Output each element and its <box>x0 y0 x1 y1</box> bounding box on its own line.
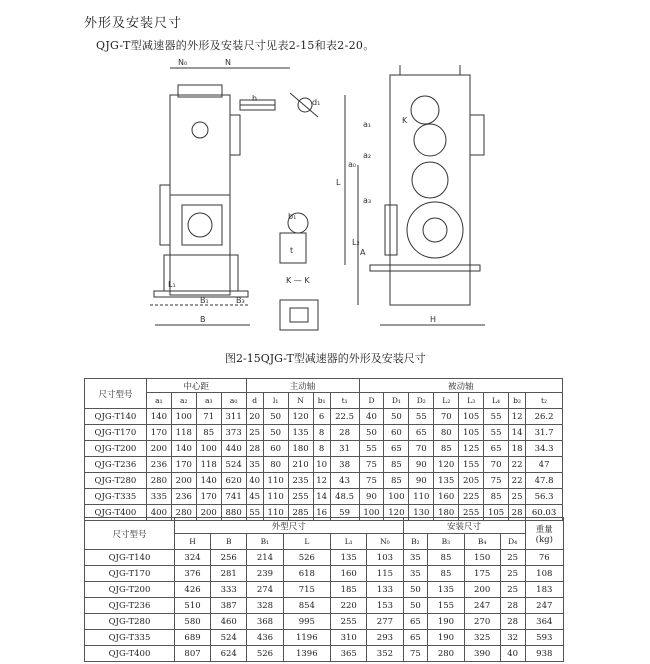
value-cell: 247 <box>464 598 500 614</box>
value-cell: 220 <box>331 598 367 614</box>
column-header: D₁ <box>384 393 409 409</box>
value-cell: 18 <box>509 441 526 457</box>
value-cell: 1196 <box>283 630 331 646</box>
weight-unit: (kg) <box>535 534 553 545</box>
value-cell: 50 <box>384 409 409 425</box>
column-header: B₄ <box>464 534 500 550</box>
group-header-output-shaft: 被动轴 <box>359 379 563 393</box>
table-row <box>85 489 563 505</box>
model-cell: QJG-T170 <box>85 566 175 582</box>
column-header: B₁ <box>247 534 283 550</box>
column-header: t₁ <box>330 393 359 409</box>
value-cell: 274 <box>247 582 283 598</box>
value-cell: 14 <box>509 425 526 441</box>
value-cell: 135 <box>288 425 313 441</box>
model-cell: QJG-T140 <box>85 550 175 566</box>
value-cell: 200 <box>171 473 196 489</box>
column-header: N <box>288 393 313 409</box>
value-cell: 280 <box>428 646 464 662</box>
value-cell: 31 <box>330 441 359 457</box>
value-cell: 45 <box>246 489 263 505</box>
value-cell: 352 <box>367 646 403 662</box>
value-cell: 524 <box>221 457 246 473</box>
value-cell: 118 <box>196 457 221 473</box>
table-row <box>85 630 564 646</box>
value-cell: 28 <box>246 441 263 457</box>
value-cell: 400 <box>146 505 171 521</box>
label-a: A <box>360 248 366 257</box>
value-cell: 100 <box>171 409 196 425</box>
value-cell: 170 <box>171 457 196 473</box>
value-cell: 47 <box>526 457 563 473</box>
column-header: L₂ <box>434 393 459 409</box>
column-header: H <box>174 534 210 550</box>
label-n: N <box>225 58 231 67</box>
value-cell: 110 <box>263 489 288 505</box>
value-cell: 255 <box>288 489 313 505</box>
value-cell: 35 <box>403 566 428 582</box>
label-n0: N₀ <box>178 58 188 67</box>
value-cell: 325 <box>464 630 500 646</box>
group-header-input-shaft: 主动轴 <box>246 379 359 393</box>
value-cell: 28 <box>330 425 359 441</box>
value-cell: 580 <box>174 614 210 630</box>
corner-header: 尺寸型号 <box>85 379 147 409</box>
value-cell: 376 <box>174 566 210 582</box>
value-cell: 50 <box>359 425 384 441</box>
value-cell: 105 <box>459 425 484 441</box>
value-cell: 120 <box>288 409 313 425</box>
value-cell: 120 <box>384 505 409 521</box>
value-cell: 524 <box>211 630 247 646</box>
table-row <box>85 566 564 582</box>
value-cell: 40 <box>246 473 263 489</box>
group-header-mounting: 安装尺寸 <box>403 518 525 534</box>
group-header-center-distance: 中心距 <box>146 379 246 393</box>
value-cell: 118 <box>171 425 196 441</box>
value-cell: 285 <box>288 505 313 521</box>
value-cell: 34.3 <box>526 441 563 457</box>
label-t: t <box>290 246 294 255</box>
value-cell: 75 <box>403 646 428 662</box>
value-cell: 70 <box>484 457 509 473</box>
model-cell: QJG-T140 <box>85 409 147 425</box>
column-header: L <box>283 534 331 550</box>
value-cell: 160 <box>434 489 459 505</box>
table-row <box>85 582 564 598</box>
value-cell: 22.5 <box>330 409 359 425</box>
value-cell: 210 <box>288 457 313 473</box>
table-row <box>85 425 563 441</box>
value-cell: 364 <box>525 614 563 630</box>
value-cell: 22 <box>509 473 526 489</box>
value-cell: 110 <box>263 505 288 521</box>
column-header: B₃ <box>428 534 464 550</box>
model-cell: QJG-T400 <box>85 646 175 662</box>
value-cell: 133 <box>367 582 403 598</box>
value-cell: 125 <box>459 441 484 457</box>
value-cell: 335 <box>146 489 171 505</box>
value-cell: 10 <box>313 457 330 473</box>
value-cell: 56.3 <box>526 489 563 505</box>
column-header: a₁ <box>146 393 171 409</box>
value-cell: 25 <box>509 489 526 505</box>
table-row <box>85 614 564 630</box>
table-row <box>85 441 563 457</box>
value-cell: 65 <box>403 614 428 630</box>
value-cell: 281 <box>211 566 247 582</box>
value-cell: 995 <box>283 614 331 630</box>
value-cell: 368 <box>247 614 283 630</box>
value-cell: 140 <box>196 473 221 489</box>
label-l: L <box>336 178 341 187</box>
value-cell: 35 <box>403 550 428 566</box>
model-cell: QJG-T335 <box>85 630 175 646</box>
value-cell: 110 <box>263 473 288 489</box>
value-cell: 460 <box>211 614 247 630</box>
column-header: B <box>211 534 247 550</box>
value-cell: 25 <box>500 550 525 566</box>
value-cell: 880 <box>221 505 246 521</box>
value-cell: 100 <box>359 505 384 521</box>
value-cell: 55 <box>484 409 509 425</box>
value-cell: 214 <box>247 550 283 566</box>
model-cell: QJG-T280 <box>85 614 175 630</box>
value-cell: 235 <box>288 473 313 489</box>
value-cell: 85 <box>384 473 409 489</box>
value-cell: 183 <box>525 582 563 598</box>
value-cell: 14 <box>313 489 330 505</box>
column-header: a₃ <box>196 393 221 409</box>
value-cell: 85 <box>434 441 459 457</box>
value-cell: 741 <box>221 489 246 505</box>
value-cell: 28 <box>509 505 526 521</box>
value-cell: 40 <box>500 646 525 662</box>
value-cell: 50 <box>263 409 288 425</box>
group-header-weight <box>525 518 563 550</box>
value-cell: 440 <box>221 441 246 457</box>
value-cell: 200 <box>196 505 221 521</box>
value-cell: 310 <box>331 630 367 646</box>
value-cell: 80 <box>263 457 288 473</box>
weight-label: 重量 <box>535 524 553 535</box>
value-cell: 25 <box>246 425 263 441</box>
column-header: b₂ <box>509 393 526 409</box>
table-row <box>85 457 563 473</box>
value-cell: 85 <box>484 489 509 505</box>
value-cell: 43 <box>330 473 359 489</box>
value-cell: 236 <box>146 457 171 473</box>
model-cell: QJG-T236 <box>85 598 175 614</box>
table-row <box>85 409 563 425</box>
value-cell: 25 <box>500 566 525 582</box>
column-header: t₂ <box>526 393 563 409</box>
value-cell: 16 <box>313 505 330 521</box>
value-cell: 170 <box>196 489 221 505</box>
value-cell: 225 <box>459 489 484 505</box>
column-header: D₄ <box>500 534 525 550</box>
value-cell: 255 <box>331 614 367 630</box>
column-header: L₄ <box>484 393 509 409</box>
column-header: b₁ <box>313 393 330 409</box>
value-cell: 103 <box>367 550 403 566</box>
value-cell: 200 <box>464 582 500 598</box>
column-header: D <box>359 393 384 409</box>
value-cell: 200 <box>146 441 171 457</box>
value-cell: 239 <box>247 566 283 582</box>
value-cell: 436 <box>247 630 283 646</box>
value-cell: 100 <box>196 441 221 457</box>
table-row <box>85 550 564 566</box>
model-cell: QJG-T200 <box>85 441 147 457</box>
model-cell: QJG-T335 <box>85 489 147 505</box>
value-cell: 108 <box>525 566 563 582</box>
value-cell: 180 <box>434 505 459 521</box>
value-cell: 105 <box>459 409 484 425</box>
value-cell: 620 <box>221 473 246 489</box>
value-cell: 256 <box>211 550 247 566</box>
value-cell: 526 <box>247 646 283 662</box>
label-k: K <box>402 116 408 125</box>
value-cell: 12 <box>509 409 526 425</box>
value-cell: 153 <box>367 598 403 614</box>
value-cell: 85 <box>196 425 221 441</box>
label-l1: L₁ <box>168 280 176 289</box>
model-cell: QJG-T236 <box>85 457 147 473</box>
value-cell: 135 <box>428 582 464 598</box>
label-b1-shaft: b₁ <box>288 212 297 221</box>
value-cell: 510 <box>174 598 210 614</box>
column-header: D₂ <box>409 393 434 409</box>
value-cell: 38 <box>330 457 359 473</box>
value-cell: 135 <box>331 550 367 566</box>
value-cell: 255 <box>459 505 484 521</box>
figure-caption: 图2-15QJG-T型减速器的外形及安装尺寸 <box>225 352 426 365</box>
value-cell: 75 <box>359 473 384 489</box>
value-cell: 938 <box>525 646 563 662</box>
label-h-width: H <box>430 315 437 324</box>
value-cell: 593 <box>525 630 563 646</box>
value-cell: 180 <box>288 441 313 457</box>
column-header: L₁ <box>331 534 367 550</box>
value-cell: 526 <box>283 550 331 566</box>
value-cell: 55 <box>246 505 263 521</box>
column-header: B₂ <box>403 534 428 550</box>
value-cell: 65 <box>384 441 409 457</box>
value-cell: 85 <box>428 550 464 566</box>
value-cell: 277 <box>367 614 403 630</box>
value-cell: 100 <box>384 489 409 505</box>
value-cell: 365 <box>331 646 367 662</box>
value-cell: 390 <box>464 646 500 662</box>
column-header: L₃ <box>459 393 484 409</box>
value-cell: 190 <box>428 630 464 646</box>
column-header: d <box>246 393 263 409</box>
value-cell: 50 <box>403 582 428 598</box>
model-cell: QJG-T400 <box>85 505 147 521</box>
value-cell: 8 <box>313 425 330 441</box>
table-row <box>85 646 564 662</box>
value-cell: 170 <box>146 425 171 441</box>
value-cell: 55 <box>484 425 509 441</box>
column-header: a₂ <box>171 393 196 409</box>
value-cell: 1396 <box>283 646 331 662</box>
value-cell: 47.8 <box>526 473 563 489</box>
value-cell: 90 <box>359 489 384 505</box>
value-cell: 205 <box>459 473 484 489</box>
column-header: a₀ <box>221 393 246 409</box>
value-cell: 35 <box>246 457 263 473</box>
value-cell: 80 <box>434 425 459 441</box>
value-cell: 140 <box>146 409 171 425</box>
value-cell: 280 <box>146 473 171 489</box>
value-cell: 75 <box>359 457 384 473</box>
value-cell: 270 <box>464 614 500 630</box>
outline-dimensions-table <box>84 517 564 662</box>
value-cell: 20 <box>246 409 263 425</box>
value-cell: 140 <box>171 441 196 457</box>
value-cell: 110 <box>409 489 434 505</box>
value-cell: 55 <box>359 441 384 457</box>
value-cell: 60.03 <box>526 505 563 521</box>
label-l2: L₂ <box>352 238 360 247</box>
value-cell: 55 <box>409 409 434 425</box>
value-cell: 160 <box>331 566 367 582</box>
value-cell: 155 <box>459 457 484 473</box>
value-cell: 135 <box>434 473 459 489</box>
reducer-drawing <box>140 55 510 345</box>
value-cell: 70 <box>409 441 434 457</box>
column-header: l₁ <box>263 393 288 409</box>
value-cell: 120 <box>434 457 459 473</box>
value-cell: 311 <box>221 409 246 425</box>
model-cell: QJG-T280 <box>85 473 147 489</box>
shaft-dimensions-table <box>84 378 563 521</box>
value-cell: 373 <box>221 425 246 441</box>
section-heading: 外形及安装尺寸 <box>84 16 183 31</box>
label-b3: B₃ <box>236 296 245 305</box>
value-cell: 715 <box>283 582 331 598</box>
value-cell: 624 <box>211 646 247 662</box>
value-cell: 65 <box>403 630 428 646</box>
value-cell: 26.2 <box>526 409 563 425</box>
value-cell: 60 <box>384 425 409 441</box>
value-cell: 65 <box>409 425 434 441</box>
value-cell: 387 <box>211 598 247 614</box>
value-cell: 333 <box>211 582 247 598</box>
value-cell: 328 <box>247 598 283 614</box>
value-cell: 190 <box>428 614 464 630</box>
value-cell: 247 <box>525 598 563 614</box>
value-cell: 807 <box>174 646 210 662</box>
value-cell: 293 <box>367 630 403 646</box>
label-a0: a₀ <box>348 160 357 169</box>
value-cell: 50 <box>263 425 288 441</box>
label-kk: K — K <box>286 276 310 285</box>
value-cell: 324 <box>174 550 210 566</box>
value-cell: 155 <box>428 598 464 614</box>
corner-header: 尺寸型号 <box>85 518 175 550</box>
value-cell: 12 <box>313 473 330 489</box>
label-d1: d₁ <box>312 98 321 107</box>
model-cell: QJG-T200 <box>85 582 175 598</box>
value-cell: 854 <box>283 598 331 614</box>
value-cell: 175 <box>464 566 500 582</box>
label-h: h <box>252 94 258 103</box>
value-cell: 48.5 <box>330 489 359 505</box>
value-cell: 25 <box>500 582 525 598</box>
label-a1: a₁ <box>363 120 372 129</box>
label-a3: a₃ <box>363 196 372 205</box>
value-cell: 75 <box>484 473 509 489</box>
value-cell: 426 <box>174 582 210 598</box>
value-cell: 76 <box>525 550 563 566</box>
value-cell: 280 <box>171 505 196 521</box>
label-a2: a₂ <box>363 151 372 160</box>
value-cell: 150 <box>464 550 500 566</box>
group-header-outline: 外型尺寸 <box>174 518 403 534</box>
value-cell: 40 <box>359 409 384 425</box>
value-cell: 8 <box>313 441 330 457</box>
table-row <box>85 598 564 614</box>
value-cell: 689 <box>174 630 210 646</box>
value-cell: 70 <box>434 409 459 425</box>
value-cell: 85 <box>384 457 409 473</box>
value-cell: 90 <box>409 457 434 473</box>
model-cell: QJG-T170 <box>85 425 147 441</box>
table-row <box>85 473 563 489</box>
value-cell: 22 <box>509 457 526 473</box>
value-cell: 105 <box>484 505 509 521</box>
value-cell: 185 <box>331 582 367 598</box>
value-cell: 618 <box>283 566 331 582</box>
value-cell: 31.7 <box>526 425 563 441</box>
value-cell: 59 <box>330 505 359 521</box>
value-cell: 115 <box>367 566 403 582</box>
value-cell: 130 <box>409 505 434 521</box>
label-b: B <box>200 315 206 324</box>
value-cell: 85 <box>428 566 464 582</box>
value-cell: 50 <box>403 598 428 614</box>
value-cell: 90 <box>409 473 434 489</box>
value-cell: 65 <box>484 441 509 457</box>
label-b1: B₁ <box>200 296 209 305</box>
intro-paragraph: QJG-T型减速器的外形及安装尺寸见表2-15和表2-20。 <box>96 39 375 52</box>
value-cell: 71 <box>196 409 221 425</box>
value-cell: 6 <box>313 409 330 425</box>
column-header: N₀ <box>367 534 403 550</box>
value-cell: 236 <box>171 489 196 505</box>
value-cell: 28 <box>500 614 525 630</box>
value-cell: 32 <box>500 630 525 646</box>
value-cell: 28 <box>500 598 525 614</box>
value-cell: 60 <box>263 441 288 457</box>
